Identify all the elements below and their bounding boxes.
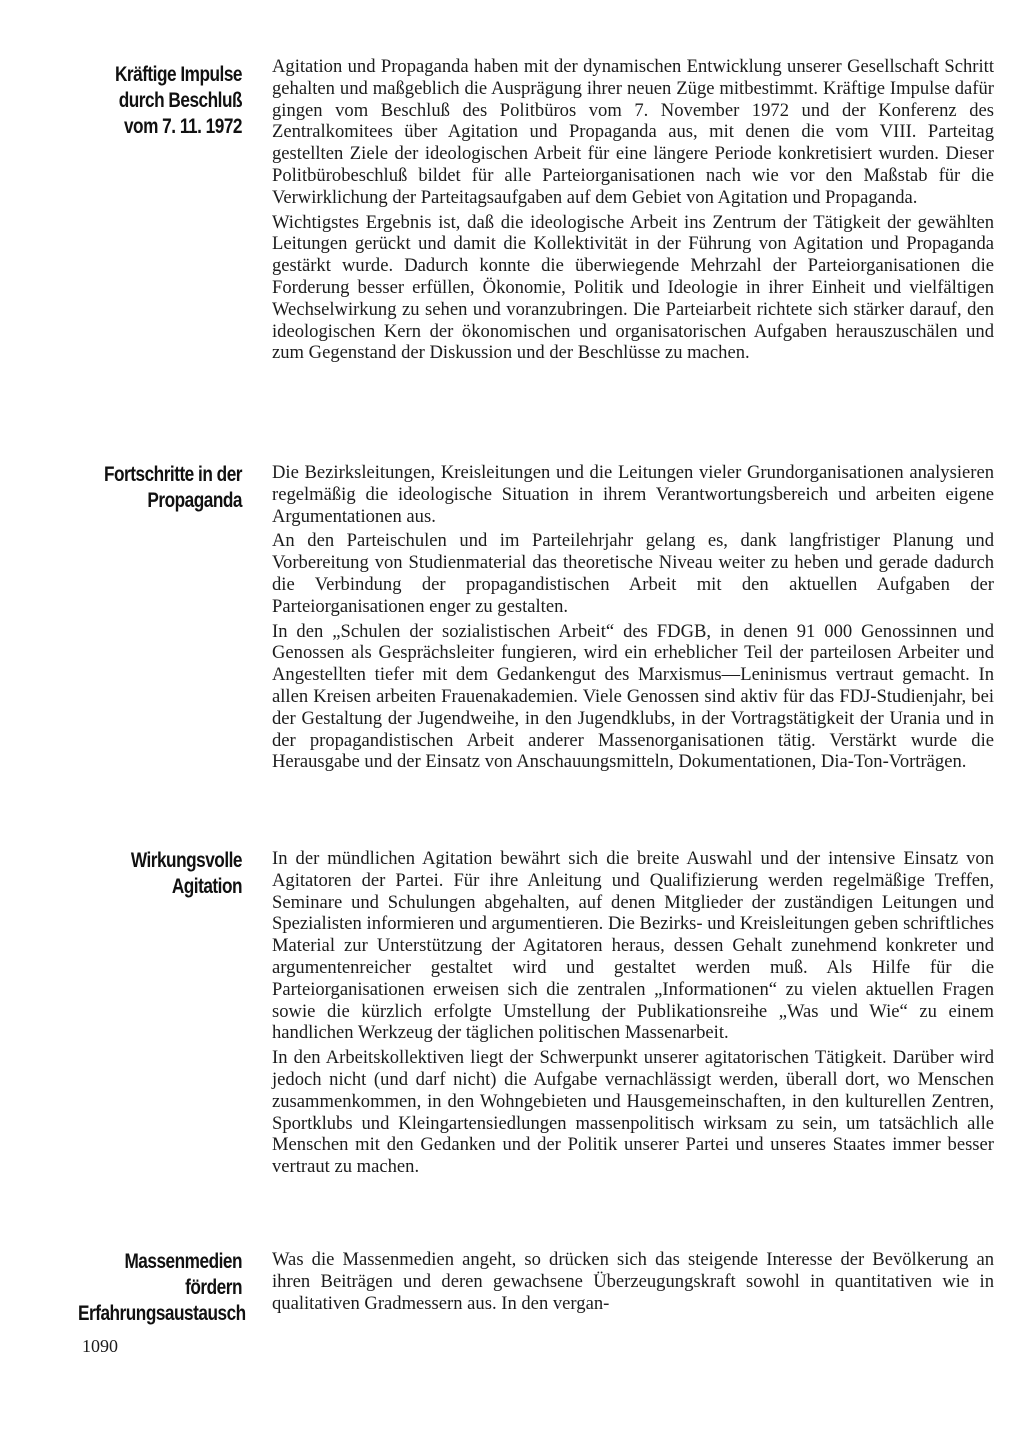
- section-body: [272, 56, 994, 367]
- section-body: [272, 462, 994, 776]
- paragraph: Agitation und Propaganda haben mit der dynamischen Entwicklung unserer Gesellschaft Schritt gehalten und maßgeblich die Ausprägung ihrer neuen Züge mitbestimmt. Kräftige Impulse dafür gingen vom Beschluß des Politbüros vom 7. November 1972 und der Konferenz des Zentralkomitees über Agitation und Propaganda aus, mit denen die vom VIII. Parteitag gestellten Ziele der ideologischen Arbeit für eine längere Periode konkretisiert wurden. Dieser Politbürobeschluß bildet für alle Parteiorganisationen nach wie vor den Maßstab für die Verwirklichung der Parteitagsaufgaben auf dem Gebiet von Agitation und Propaganda.: [272, 56, 994, 208]
- paragraph: An den Parteischulen und im Parteilehrjahr gelang es, dank langfristiger Planung und Vorbereitung von Studienmaterial das theoretische Niveau weiter zu heben und gerade dadurch die Verbindung der propagandistischen Arbeit mit den aktuellen Aufgaben der Parteiorganisationen enger zu gestalten.: [272, 530, 994, 617]
- section-heading-line: durch Beschluß: [118, 89, 242, 112]
- section-heading-line: Propaganda: [147, 489, 242, 512]
- paragraph: Was die Massenmedien angeht, so drücken sich das steigende Interesse der Bevölkerung an ihren Beiträgen und deren gewachsene Überzeugungskraft sowohl in quantitativen wie in qualitativen Gradmessern aus. In den vergan-: [272, 1249, 994, 1314]
- section-heading-line: Wirkungsvolle: [130, 849, 242, 872]
- paragraph: Wichtigstes Ergebnis ist, daß die ideologische Arbeit ins Zentrum der Tätigkeit der gewählten Leitungen gerückt und damit die Kollektivität in der Führung von Agitation und Propaganda gestärkt wurde. Dadurch konnte die überwiegende Mehrzahl der Parteiorganisationen die Forderung besser erfüllen, Ökonomie, Politik und Ideologie in ihrer Einheit und vielfältigen Wechselwirkung zu sehen und voranzubringen. Die Parteiarbeit richtete sich stärker darauf, den ideologischen Kern der ökonomischen und organisatorischen Aufgaben herauszuschälen und zum Gegenstand der Diskussion und der Beschlüsse zu machen.: [272, 211, 994, 364]
- section-heading-line: Agitation: [171, 875, 242, 898]
- section-heading-line: Kräftige Impulse: [114, 63, 242, 86]
- paragraph: In der mündlichen Agitation bewährt sich die breite Auswahl und der intensive Einsatz von Agitatoren der Partei. Für ihre Anleitung und Qualifizierung werden regelmäßige Treffen, Seminare und Schulungen abgehalten, auf denen Mitglieder der zuständigen Leitungen und Spezialisten informieren und argumentieren. Die Bezirks- und Kreisleitungen geben schriftliches Material zur Unterstützung der Agitatoren heraus, dessen Gehalt zunehmend konkreter und argumentenreicher gestaltet wird und gestaltet werden muß. Als Hilfe für die Parteiorganisationen erweisen sich die zentralen „Informationen“ zu vielen aktuellen Fragen sowie die kürzlich erfolgte Umstellung der Publikationsreihe „Was und Wie“ zu einem handlichen Werkzeug der täglichen politischen Massenarbeit.: [272, 848, 994, 1044]
- section-heading-line: Massenmedien fördern: [124, 1250, 242, 1299]
- paragraph: Die Bezirksleitungen, Kreisleitungen und die Leitungen vieler Grundorganisationen analysieren regelmäßig die ideologische Situation in ihrem Verantwortungsbereich und arbeiten eigene Argumentationen aus.: [272, 462, 994, 527]
- page-number: 1090: [82, 1336, 118, 1356]
- section-body: [272, 848, 994, 1181]
- section-heading: [78, 848, 242, 900]
- section-heading: [78, 62, 242, 140]
- section-heading-line: Erfahrungsaustausch: [78, 1302, 246, 1325]
- paragraph: In den „Schulen der sozialistischen Arbeit“ des FDGB, in denen 91 000 Genossinnen und Genossen als Gesprächsleiter fungieren, wird ein erheblicher Teil der parteilosen Arbeiter und Angestellten tiefer mit dem Gedankengut des Marxismus—Leninismus vertraut gemacht. In allen Kreisen arbeiten Frauenakademien. Viele Genossen sind aktiv für das FDJ-Studienjahr, bei der Gestaltung der Jugendweihe, in den Jugendklubs, in der Vortragstätigkeit der Urania und in der propagandistischen Arbeit anderer Massenorganisationen tätig. Verstärkt wurde die Herausgabe und der Einsatz von Anschauungsmitteln, Dokumentationen, Dia-Ton-Vorträgen.: [272, 620, 994, 773]
- section-heading-line: Fortschritte in der: [103, 463, 242, 486]
- section-heading: [78, 462, 242, 514]
- section-heading-line: vom 7. 11. 1972: [123, 115, 242, 138]
- section-body: [272, 1249, 994, 1317]
- paragraph: In den Arbeitskollektiven liegt der Schwerpunkt unserer agitatorischen Tätigkeit. Darüber wird jedoch nicht (und darf nicht) die Aufgabe vernachlässigt werden, überall dort, wo Menschen zusammenkommen, in den Wohngebieten und Hausgemeinschaften, in den kulturellen Zentren, Sportklubs und Kleingartensiedlungen massenpolitisch wirksam zu sein, um tatsächlich alle Menschen mit den Gedanken und der Politik unserer Partei und unseres Staates immer besser vertraut zu machen.: [272, 1047, 994, 1178]
- section-heading: [78, 1249, 246, 1327]
